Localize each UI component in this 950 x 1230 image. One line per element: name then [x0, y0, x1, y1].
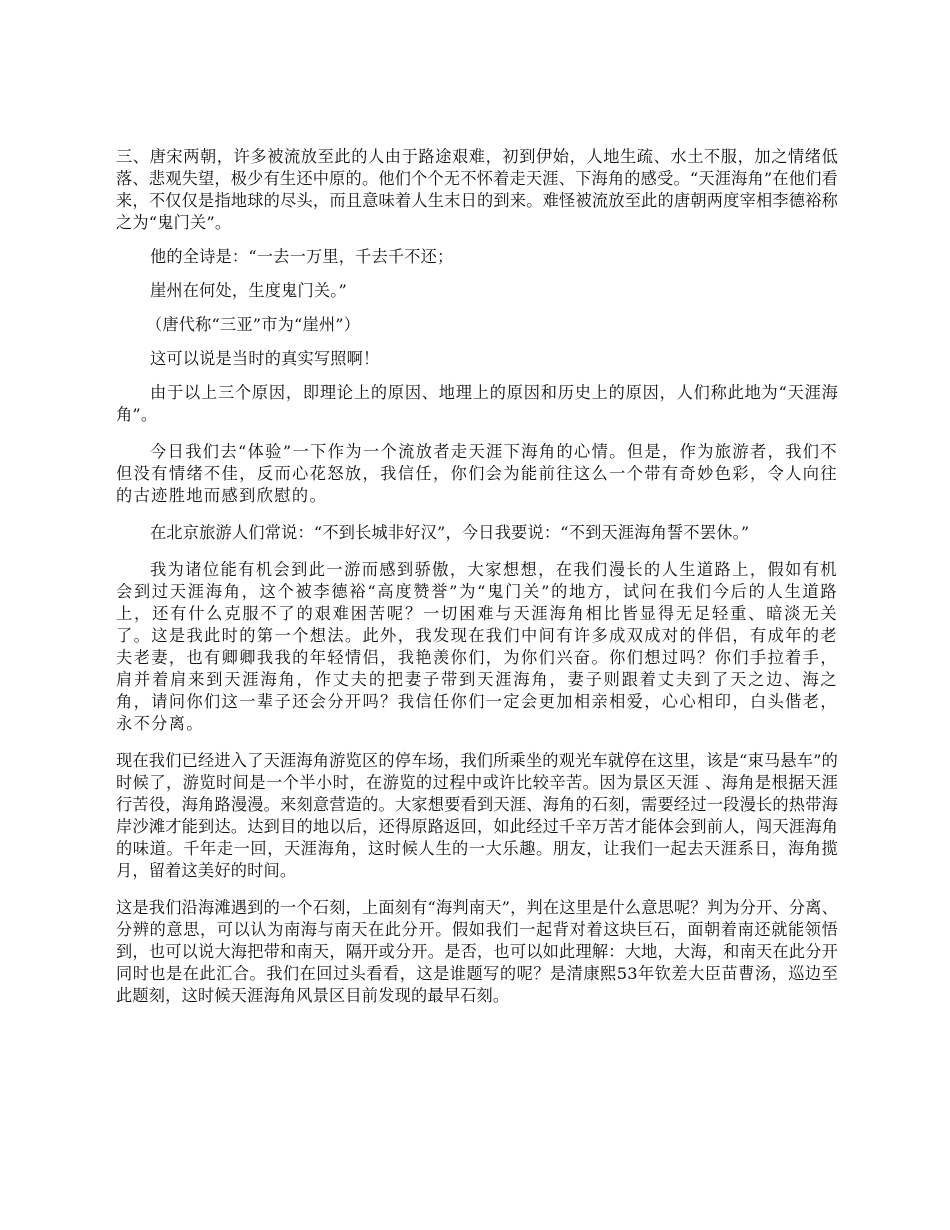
- paragraph-poem-intro: 他的全诗是：“一去一万里，千去千不还；: [150, 247, 454, 266]
- document-body: [116, 146, 838, 1007]
- paragraph-three-reasons: 由于以上三个原因，即理论上的原因、地理上的原因和历史上的原因，人们称此地为“天涯海角”。: [116, 383, 838, 424]
- paragraph-true-portrayal: 这可以说是当时的真实写照啊！: [150, 349, 380, 368]
- paragraph-proud-visit: 我为诸位能有机会到此一游而感到骄傲，大家想想，在我们漫长的人生道路上，假如有机会到过天涯海角，这个被李德裕“高度赞誉”为“鬼门关”的地方，试问在我们今后的人生道路上，还有什么克服不了的艰难困苦呢？一切困难与天涯海角相比皆显得无足轻重、暗淡无关了。这是我此时的第一个想法。此外，我发现在我们中间有许多成双成对的伴侣，有成年的老夫老妻，也有卿卿我我的年轻情侣，我艳羡你们，为你们兴奋。你们想过吗？你们手拉着手，肩并着肩来到天涯海角，作丈夫的把妻子带到天涯海角，妻子则跟着丈夫到了天之边、海之角，请问你们这一辈子还会分开吗？我信任你们一定会更加相亲相爱，心心相印，白头偕老，永不分离。: [116, 560, 838, 733]
- paragraph-beijing-saying: 在北京旅游人们常说：“不到长城非好汉”，今日我要说：“不到天涯海角誓不罢休。”: [150, 523, 750, 542]
- paragraph-poem-line: 崖州在何处，生度鬼门关。”: [150, 281, 348, 300]
- paragraph-experience-today: 今日我们去“体验”一下作为一个流放者走天涯下海角的心情。但是，作为旅游者，我们不但没有情绪不佳，反而心花怒放，我信任，你们会为能前往这么一个带有奇妙色彩，令人向往的古迹胜地而感到欣慰的。: [116, 442, 838, 505]
- paragraph-stone-carving: 这是我们沿海滩遇到的一个石刻，上面刻有“海判南天”，判在这里是什么意思呢？判为分开、分离、分辨的意思，可以认为南海与南天在此分开。假如我们一起背对着这块巨石，面朝着南还就能领悟到，也可以说大海把带和南天，隔开或分开。是否，也可以如此理解：大地，大海，和南天在此分开同时也是在此汇合。我们在回过头看看，这是谁题写的呢？是清康熙53年钦差大臣苗曹汤，巡边至此题刻，这时候天涯海角风景区目前发现的最早石刻。: [116, 898, 838, 1005]
- paragraph-tang-song-exile: 三、唐宋两朝，许多被流放至此的人由于路途艰难，初到伊始，人地生疏、水土不服，加之情绪低落、悲观失望，极少有生还中原的。他们个个无不怀着走天涯、下海角的感受。“天涯海角”在他们看来，不仅仅是指地球的尽头，而且意味着人生末日的到来。难怪被流放至此的唐朝两度宰相李德裕称之为“鬼门关”。: [116, 147, 838, 232]
- paragraph-parking-lot: 现在我们已经进入了天涯海角游览区的停车场，我们所乘坐的观光车就停在这里，该是“束马悬车”的时候了，游览时间是一个半小时，在游览的过程中或许比较辛苦。因为景区天涯 、海角是根据天涯行苦役，海角路漫漫。来刻意营造的。大家想要看到天涯、海角的石刻，需要经过一段漫长的热带海岸沙滩才能到达。达到目的地以后，还得原路返回，如此经过千辛万苦才能体会到前人，闯天涯海角的味道。千年走一回，天涯海角，这时候人生的一大乐趣。朋友，让我们一起去天涯系日，海角揽月，留着这美好的时间。: [116, 751, 838, 880]
- paragraph-poem-note: （唐代称“三亚”市为“崖州”）: [146, 315, 361, 334]
